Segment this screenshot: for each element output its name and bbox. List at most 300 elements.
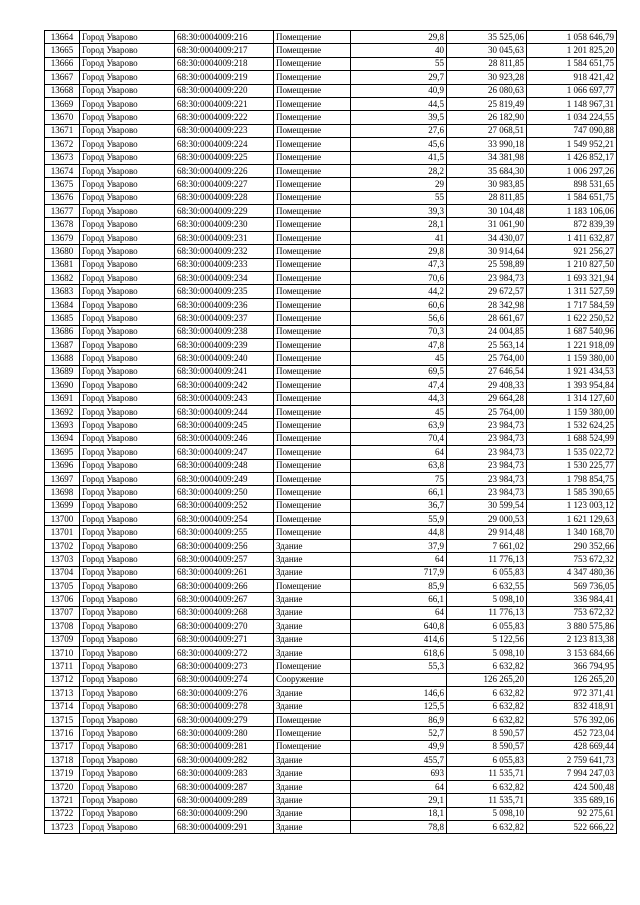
area-cell: 125,5 <box>351 700 447 713</box>
table-row <box>45 312 617 325</box>
municipality-cell: Город Уварово <box>80 513 175 526</box>
cadastral-number-cell: 68:30:0004009:279 <box>175 713 274 726</box>
specific-value-cell: 6 632,82 <box>447 713 527 726</box>
municipality-cell: Город Уварово <box>80 205 175 218</box>
municipality-cell: Город Уварово <box>80 419 175 432</box>
cadastral-number-cell: 68:30:0004009:246 <box>175 432 274 445</box>
cadastral-value-cell: 1 183 106,06 <box>527 205 617 218</box>
municipality-cell: Город Уварово <box>80 405 175 418</box>
area-cell: 44,3 <box>351 392 447 405</box>
municipality-cell: Город Уварово <box>80 780 175 793</box>
row-number-cell: 13690 <box>45 379 80 392</box>
area-cell: 44,5 <box>351 97 447 110</box>
row-number-cell: 13687 <box>45 338 80 351</box>
table-row <box>45 298 617 311</box>
cadastral-value-cell: 1 066 697,77 <box>527 84 617 97</box>
area-cell: 28,2 <box>351 164 447 177</box>
cadastral-number-cell: 68:30:0004009:261 <box>175 566 274 579</box>
table-row <box>45 459 617 472</box>
object-type-cell: Помещение <box>274 365 351 378</box>
row-number-cell: 13705 <box>45 580 80 593</box>
cadastral-value-table <box>44 30 617 834</box>
row-number-cell: 13720 <box>45 780 80 793</box>
row-number-cell: 13669 <box>45 97 80 110</box>
cadastral-value-cell: 753 672,32 <box>527 553 617 566</box>
specific-value-cell: 8 590,57 <box>447 740 527 753</box>
cadastral-number-cell: 68:30:0004009:241 <box>175 365 274 378</box>
municipality-cell: Город Уварово <box>80 606 175 619</box>
cadastral-number-cell: 68:30:0004009:278 <box>175 700 274 713</box>
table-row <box>45 539 617 552</box>
cadastral-number-cell: 68:30:0004009:221 <box>175 97 274 110</box>
area-cell: 78,8 <box>351 821 447 834</box>
cadastral-number-cell: 68:30:0004009:235 <box>175 285 274 298</box>
cadastral-number-cell: 68:30:0004009:273 <box>175 660 274 673</box>
cadastral-value-cell: 290 352,66 <box>527 539 617 552</box>
specific-value-cell: 6 055,83 <box>447 754 527 767</box>
row-number-cell: 13680 <box>45 245 80 258</box>
cadastral-value-cell: 522 666,22 <box>527 821 617 834</box>
object-type-cell: Помещение <box>274 205 351 218</box>
object-type-cell: Помещение <box>274 272 351 285</box>
specific-value-cell: 27 068,51 <box>447 124 527 137</box>
cadastral-number-cell: 68:30:0004009:248 <box>175 459 274 472</box>
cadastral-number-cell: 68:30:0004009:237 <box>175 312 274 325</box>
cadastral-value-cell: 1 201 825,20 <box>527 44 617 57</box>
area-cell: 37,9 <box>351 539 447 552</box>
cadastral-value-cell: 1 123 003,12 <box>527 499 617 512</box>
cadastral-value-cell: 1 058 646,79 <box>527 31 617 44</box>
table-row <box>45 285 617 298</box>
municipality-cell: Город Уварово <box>80 459 175 472</box>
cadastral-value-cell: 898 531,65 <box>527 178 617 191</box>
row-number-cell: 13688 <box>45 352 80 365</box>
row-number-cell: 13692 <box>45 405 80 418</box>
area-cell: 618,6 <box>351 646 447 659</box>
cadastral-number-cell: 68:30:0004009:234 <box>175 272 274 285</box>
municipality-cell: Город Уварово <box>80 646 175 659</box>
cadastral-number-cell: 68:30:0004009:244 <box>175 405 274 418</box>
table-row <box>45 446 617 459</box>
cadastral-number-cell: 68:30:0004009:247 <box>175 446 274 459</box>
municipality-cell: Город Уварово <box>80 218 175 231</box>
table-row <box>45 231 617 244</box>
table-row <box>45 419 617 432</box>
municipality-cell: Город Уварово <box>80 178 175 191</box>
municipality-cell: Город Уварово <box>80 687 175 700</box>
area-cell: 63,9 <box>351 419 447 432</box>
cadastral-number-cell: 68:30:0004009:252 <box>175 499 274 512</box>
specific-value-cell: 25 598,89 <box>447 258 527 271</box>
table-row <box>45 84 617 97</box>
municipality-cell: Город Уварово <box>80 807 175 820</box>
table-row <box>45 245 617 258</box>
specific-value-cell: 28 661,67 <box>447 312 527 325</box>
municipality-cell: Город Уварово <box>80 767 175 780</box>
object-type-cell: Помещение <box>274 419 351 432</box>
object-type-cell: Помещение <box>274 97 351 110</box>
cadastral-value-cell: 1 921 434,53 <box>527 365 617 378</box>
specific-value-cell: 23 984,73 <box>447 459 527 472</box>
cadastral-value-cell: 1 622 250,52 <box>527 312 617 325</box>
table-row <box>45 499 617 512</box>
municipality-cell: Город Уварово <box>80 821 175 834</box>
cadastral-value-cell: 1 340 168,70 <box>527 526 617 539</box>
cadastral-number-cell: 68:30:0004009:290 <box>175 807 274 820</box>
area-cell: 414,6 <box>351 633 447 646</box>
cadastral-value-cell: 1 314 127,60 <box>527 392 617 405</box>
table-row <box>45 57 617 70</box>
table-row <box>45 258 617 271</box>
cadastral-value-cell: 972 371,41 <box>527 687 617 700</box>
municipality-cell: Город Уварово <box>80 325 175 338</box>
area-cell: 66,1 <box>351 486 447 499</box>
area-cell: 40,9 <box>351 84 447 97</box>
area-cell: 66,1 <box>351 593 447 606</box>
cadastral-number-cell: 68:30:0004009:226 <box>175 164 274 177</box>
area-cell: 45 <box>351 352 447 365</box>
object-type-cell: Помещение <box>274 472 351 485</box>
specific-value-cell: 6 632,82 <box>447 700 527 713</box>
cadastral-value-cell: 1 311 527,59 <box>527 285 617 298</box>
cadastral-number-cell: 68:30:0004009:268 <box>175 606 274 619</box>
cadastral-number-cell: 68:30:0004009:229 <box>175 205 274 218</box>
row-number-cell: 13678 <box>45 218 80 231</box>
cadastral-value-cell: 7 994 247,03 <box>527 767 617 780</box>
cadastral-number-cell: 68:30:0004009:233 <box>175 258 274 271</box>
specific-value-cell: 29 914,48 <box>447 526 527 539</box>
cadastral-value-cell: 428 669,44 <box>527 740 617 753</box>
specific-value-cell: 25 764,00 <box>447 352 527 365</box>
row-number-cell: 13679 <box>45 231 80 244</box>
specific-value-cell: 35 525,06 <box>447 31 527 44</box>
row-number-cell: 13682 <box>45 272 80 285</box>
document-page <box>44 30 616 834</box>
row-number-cell: 13722 <box>45 807 80 820</box>
municipality-cell: Город Уварово <box>80 124 175 137</box>
cadastral-value-cell: 452 723,04 <box>527 727 617 740</box>
table-row <box>45 218 617 231</box>
table-row <box>45 646 617 659</box>
table-row <box>45 606 617 619</box>
table-row <box>45 713 617 726</box>
area-cell: 640,8 <box>351 620 447 633</box>
row-number-cell: 13667 <box>45 71 80 84</box>
table-row <box>45 566 617 579</box>
area-cell: 29,1 <box>351 794 447 807</box>
object-type-cell: Помещение <box>274 191 351 204</box>
object-type-cell: Помещение <box>274 178 351 191</box>
object-type-cell: Здание <box>274 620 351 633</box>
table-body <box>45 31 617 834</box>
cadastral-value-cell: 92 275,61 <box>527 807 617 820</box>
row-number-cell: 13710 <box>45 646 80 659</box>
object-type-cell: Здание <box>274 633 351 646</box>
object-type-cell: Помещение <box>274 713 351 726</box>
specific-value-cell: 28 811,85 <box>447 57 527 70</box>
object-type-cell: Здание <box>274 700 351 713</box>
area-cell: 69,5 <box>351 365 447 378</box>
object-type-cell: Помещение <box>274 31 351 44</box>
municipality-cell: Город Уварово <box>80 553 175 566</box>
row-number-cell: 13716 <box>45 727 80 740</box>
municipality-cell: Город Уварово <box>80 44 175 57</box>
object-type-cell: Помещение <box>274 285 351 298</box>
cadastral-value-cell: 1 549 952,21 <box>527 138 617 151</box>
table-row <box>45 780 617 793</box>
object-type-cell: Помещение <box>274 727 351 740</box>
area-cell: 717,9 <box>351 566 447 579</box>
row-number-cell: 13711 <box>45 660 80 673</box>
object-type-cell: Помещение <box>274 218 351 231</box>
municipality-cell: Город Уварово <box>80 566 175 579</box>
table-row <box>45 392 617 405</box>
object-type-cell: Помещение <box>274 71 351 84</box>
object-type-cell: Сооружение <box>274 673 351 686</box>
table-row <box>45 807 617 820</box>
cadastral-value-cell: 1 584 651,75 <box>527 191 617 204</box>
cadastral-number-cell: 68:30:0004009:249 <box>175 472 274 485</box>
object-type-cell: Помещение <box>274 740 351 753</box>
object-type-cell: Помещение <box>274 298 351 311</box>
object-type-cell: Помещение <box>274 405 351 418</box>
specific-value-cell: 6 632,82 <box>447 660 527 673</box>
municipality-cell: Город Уварово <box>80 57 175 70</box>
specific-value-cell: 27 646,54 <box>447 365 527 378</box>
specific-value-cell: 29 408,33 <box>447 379 527 392</box>
row-number-cell: 13665 <box>45 44 80 57</box>
specific-value-cell: 23 984,73 <box>447 446 527 459</box>
cadastral-value-cell: 872 839,39 <box>527 218 617 231</box>
table-row <box>45 124 617 137</box>
specific-value-cell: 6 632,82 <box>447 780 527 793</box>
cadastral-value-cell: 1 221 918,09 <box>527 338 617 351</box>
table-row <box>45 580 617 593</box>
area-cell: 47,3 <box>351 258 447 271</box>
cadastral-value-cell: 1 532 624,25 <box>527 419 617 432</box>
row-number-cell: 13681 <box>45 258 80 271</box>
object-type-cell: Здание <box>274 767 351 780</box>
cadastral-number-cell: 68:30:0004009:217 <box>175 44 274 57</box>
row-number-cell: 13673 <box>45 151 80 164</box>
row-number-cell: 13695 <box>45 446 80 459</box>
specific-value-cell: 11 535,71 <box>447 794 527 807</box>
cadastral-value-cell: 1 621 129,63 <box>527 513 617 526</box>
table-row <box>45 673 617 686</box>
row-number-cell: 13704 <box>45 566 80 579</box>
row-number-cell: 13717 <box>45 740 80 753</box>
specific-value-cell: 5 098,10 <box>447 646 527 659</box>
object-type-cell: Помещение <box>274 513 351 526</box>
cadastral-value-cell: 918 421,42 <box>527 71 617 84</box>
specific-value-cell: 11 776,13 <box>447 606 527 619</box>
municipality-cell: Город Уварово <box>80 526 175 539</box>
area-cell: 49,9 <box>351 740 447 753</box>
municipality-cell: Город Уварово <box>80 151 175 164</box>
cadastral-value-cell: 366 794,95 <box>527 660 617 673</box>
table-row <box>45 164 617 177</box>
cadastral-number-cell: 68:30:0004009:266 <box>175 580 274 593</box>
municipality-cell: Город Уварово <box>80 486 175 499</box>
row-number-cell: 13713 <box>45 687 80 700</box>
cadastral-number-cell: 68:30:0004009:239 <box>175 338 274 351</box>
specific-value-cell: 33 990,18 <box>447 138 527 151</box>
row-number-cell: 13689 <box>45 365 80 378</box>
cadastral-number-cell: 68:30:0004009:271 <box>175 633 274 646</box>
cadastral-value-cell: 1 687 540,96 <box>527 325 617 338</box>
cadastral-number-cell: 68:30:0004009:216 <box>175 31 274 44</box>
row-number-cell: 13685 <box>45 312 80 325</box>
area-cell: 29,8 <box>351 245 447 258</box>
area-cell: 70,6 <box>351 272 447 285</box>
object-type-cell: Помещение <box>274 164 351 177</box>
row-number-cell: 13675 <box>45 178 80 191</box>
table-row <box>45 767 617 780</box>
area-cell: 27,6 <box>351 124 447 137</box>
municipality-cell: Город Уварово <box>80 138 175 151</box>
object-type-cell: Помещение <box>274 580 351 593</box>
cadastral-number-cell: 68:30:0004009:224 <box>175 138 274 151</box>
cadastral-number-cell: 68:30:0004009:254 <box>175 513 274 526</box>
area-cell: 693 <box>351 767 447 780</box>
specific-value-cell: 30 104,48 <box>447 205 527 218</box>
row-number-cell: 13694 <box>45 432 80 445</box>
table-row <box>45 205 617 218</box>
row-number-cell: 13693 <box>45 419 80 432</box>
cadastral-value-cell: 921 256,27 <box>527 245 617 258</box>
table-row <box>45 432 617 445</box>
cadastral-value-cell: 747 090,88 <box>527 124 617 137</box>
cadastral-value-cell: 3 880 575,86 <box>527 620 617 633</box>
object-type-cell: Здание <box>274 821 351 834</box>
object-type-cell: Помещение <box>274 231 351 244</box>
row-number-cell: 13697 <box>45 472 80 485</box>
municipality-cell: Город Уварово <box>80 164 175 177</box>
area-cell: 70,4 <box>351 432 447 445</box>
area-cell: 36,7 <box>351 499 447 512</box>
object-type-cell: Помещение <box>274 124 351 137</box>
object-type-cell: Помещение <box>274 258 351 271</box>
municipality-cell: Город Уварово <box>80 713 175 726</box>
cadastral-number-cell: 68:30:0004009:272 <box>175 646 274 659</box>
table-row <box>45 526 617 539</box>
row-number-cell: 13700 <box>45 513 80 526</box>
area-cell <box>351 673 447 686</box>
specific-value-cell: 11 535,71 <box>447 767 527 780</box>
cadastral-value-cell: 1 584 651,75 <box>527 57 617 70</box>
specific-value-cell: 25 819,49 <box>447 97 527 110</box>
cadastral-value-cell: 1 393 954,84 <box>527 379 617 392</box>
specific-value-cell: 35 684,30 <box>447 164 527 177</box>
area-cell: 29 <box>351 178 447 191</box>
specific-value-cell: 6 632,82 <box>447 687 527 700</box>
municipality-cell: Город Уварово <box>80 298 175 311</box>
municipality-cell: Город Уварово <box>80 365 175 378</box>
area-cell: 75 <box>351 472 447 485</box>
object-type-cell: Помещение <box>274 499 351 512</box>
cadastral-value-cell: 4 347 480,36 <box>527 566 617 579</box>
table-row <box>45 472 617 485</box>
specific-value-cell: 25 764,00 <box>447 405 527 418</box>
table-row <box>45 727 617 740</box>
table-row <box>45 97 617 110</box>
row-number-cell: 13696 <box>45 459 80 472</box>
object-type-cell: Помещение <box>274 352 351 365</box>
specific-value-cell: 5 122,56 <box>447 633 527 646</box>
object-type-cell: Здание <box>274 780 351 793</box>
object-type-cell: Помещение <box>274 44 351 57</box>
specific-value-cell: 23 984,73 <box>447 486 527 499</box>
area-cell: 52,7 <box>351 727 447 740</box>
object-type-cell: Помещение <box>274 392 351 405</box>
cadastral-value-cell: 576 392,06 <box>527 713 617 726</box>
table-row <box>45 325 617 338</box>
row-number-cell: 13706 <box>45 593 80 606</box>
object-type-cell: Помещение <box>274 325 351 338</box>
object-type-cell: Помещение <box>274 486 351 499</box>
table-row <box>45 44 617 57</box>
row-number-cell: 13670 <box>45 111 80 124</box>
object-type-cell: Здание <box>274 593 351 606</box>
area-cell: 64 <box>351 446 447 459</box>
cadastral-value-cell: 336 984,41 <box>527 593 617 606</box>
area-cell: 64 <box>351 553 447 566</box>
row-number-cell: 13709 <box>45 633 80 646</box>
municipality-cell: Город Уварово <box>80 191 175 204</box>
row-number-cell: 13671 <box>45 124 80 137</box>
row-number-cell: 13666 <box>45 57 80 70</box>
table-row <box>45 740 617 753</box>
object-type-cell: Помещение <box>274 312 351 325</box>
cadastral-number-cell: 68:30:0004009:230 <box>175 218 274 231</box>
row-number-cell: 13668 <box>45 84 80 97</box>
row-number-cell: 13721 <box>45 794 80 807</box>
municipality-cell: Город Уварово <box>80 580 175 593</box>
row-number-cell: 13698 <box>45 486 80 499</box>
municipality-cell: Город Уварово <box>80 446 175 459</box>
object-type-cell: Помещение <box>274 660 351 673</box>
cadastral-value-cell: 3 153 684,66 <box>527 646 617 659</box>
table-row <box>45 687 617 700</box>
row-number-cell: 13686 <box>45 325 80 338</box>
municipality-cell: Город Уварово <box>80 499 175 512</box>
area-cell: 18,1 <box>351 807 447 820</box>
row-number-cell: 13703 <box>45 553 80 566</box>
cadastral-value-cell: 1 034 224,55 <box>527 111 617 124</box>
area-cell: 55,3 <box>351 660 447 673</box>
area-cell: 41 <box>351 231 447 244</box>
municipality-cell: Город Уварово <box>80 231 175 244</box>
cadastral-number-cell: 68:30:0004009:274 <box>175 673 274 686</box>
area-cell: 85,9 <box>351 580 447 593</box>
cadastral-number-cell: 68:30:0004009:232 <box>175 245 274 258</box>
row-number-cell: 13676 <box>45 191 80 204</box>
object-type-cell: Здание <box>274 566 351 579</box>
area-cell: 64 <box>351 780 447 793</box>
cadastral-number-cell: 68:30:0004009:243 <box>175 392 274 405</box>
table-row <box>45 405 617 418</box>
cadastral-value-cell: 1 210 827,50 <box>527 258 617 271</box>
cadastral-number-cell: 68:30:0004009:242 <box>175 379 274 392</box>
specific-value-cell: 6 632,55 <box>447 580 527 593</box>
object-type-cell: Помещение <box>274 245 351 258</box>
table-row <box>45 111 617 124</box>
table-row <box>45 633 617 646</box>
row-number-cell: 13714 <box>45 700 80 713</box>
cadastral-number-cell: 68:30:0004009:289 <box>175 794 274 807</box>
object-type-cell: Помещение <box>274 446 351 459</box>
object-type-cell: Здание <box>274 553 351 566</box>
